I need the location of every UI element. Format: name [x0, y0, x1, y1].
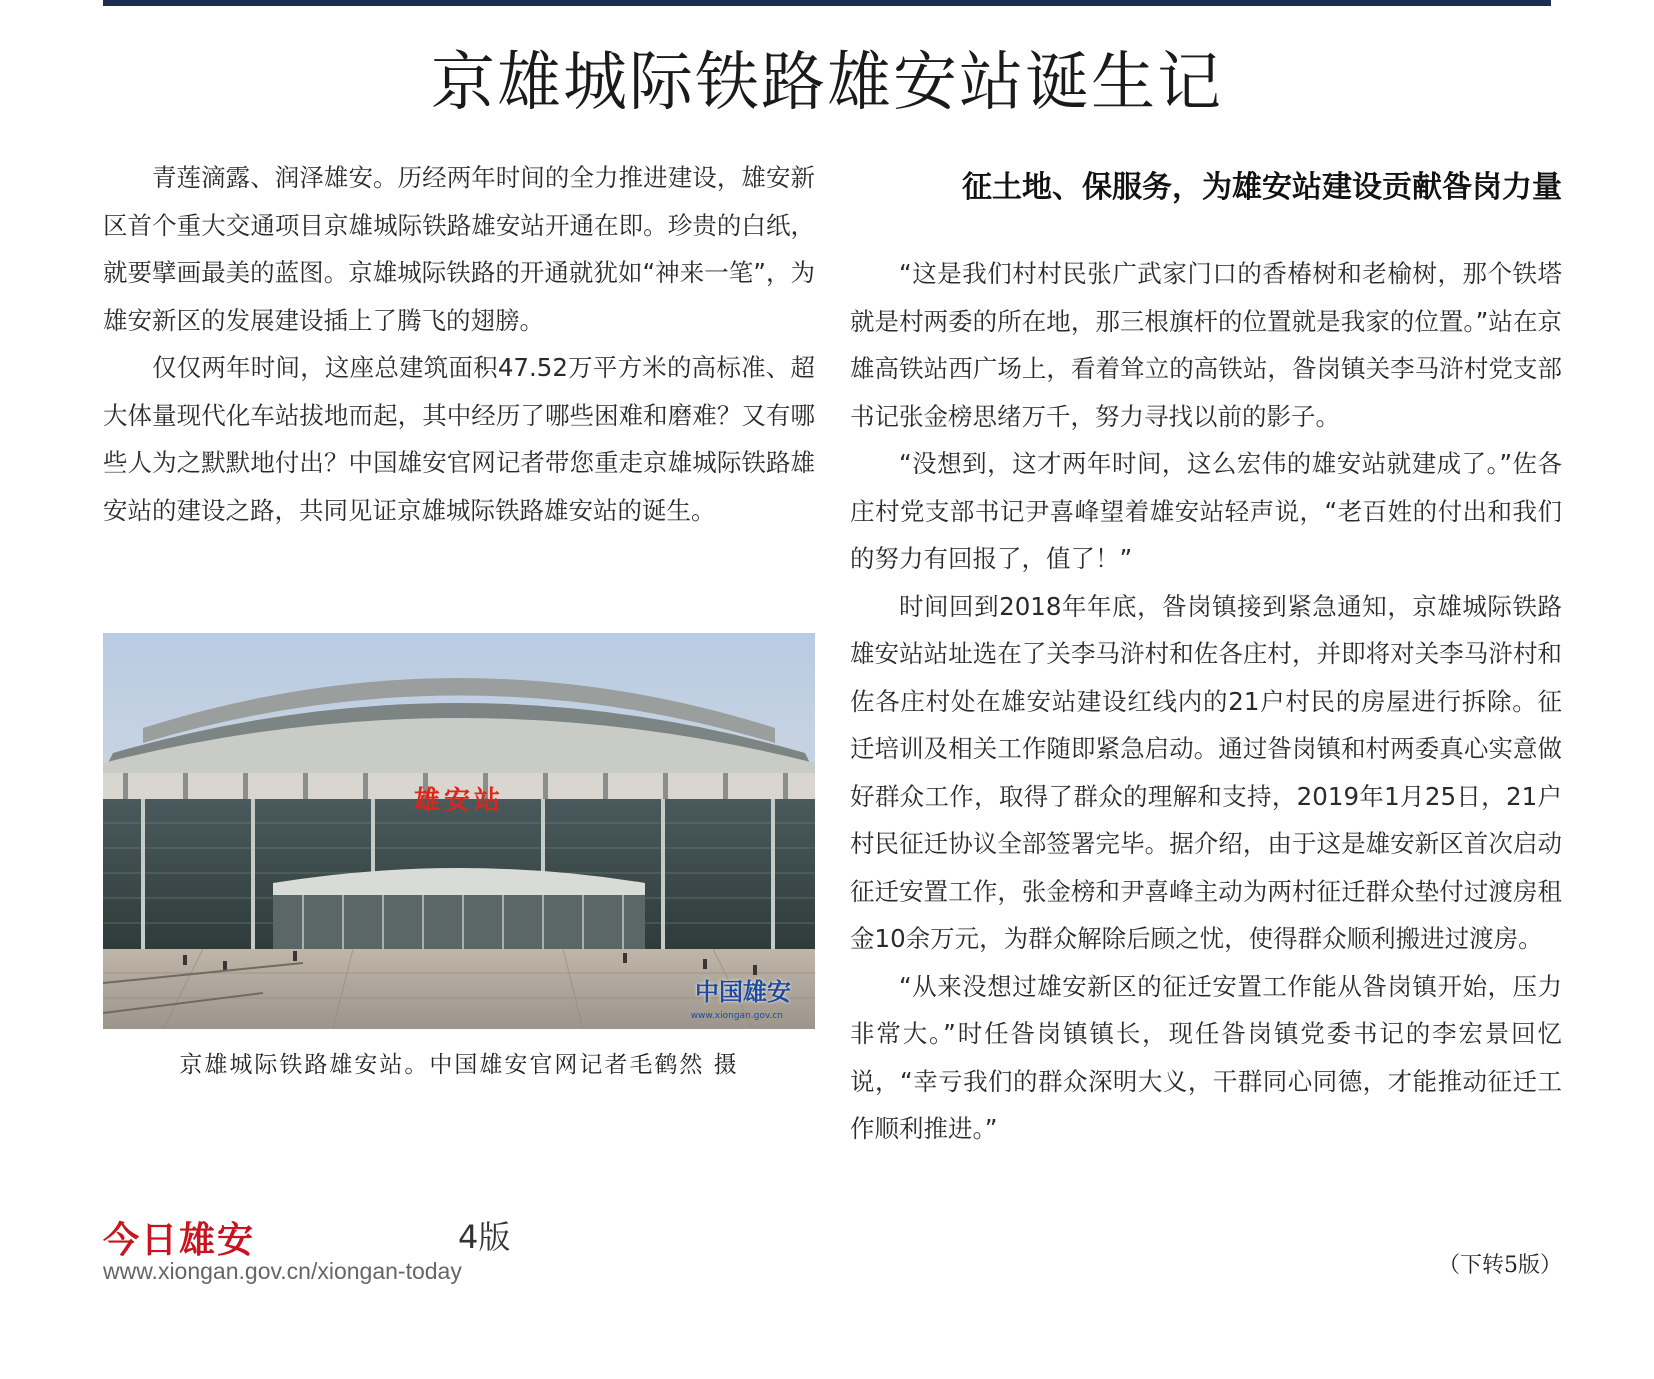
photo-watermark-url: www.xiongan.gov.cn — [690, 1011, 783, 1021]
body-paragraph-4: “从来没想过雄安新区的征迁安置工作能从昝岗镇开始，压力非常大。”时任昝岗镇镇长，现任昝岗镇党委书记的李宏景回忆说，“幸亏我们的群众深明大义，干群同心同德，才能推动征迁工作顺利推进。” — [850, 971, 1562, 1143]
right-column — [850, 250, 1562, 1153]
body-paragraph-3: 时间回到2018年年底，昝岗镇接到紧急通知，京雄城际铁路雄安站站址选在了关李马浒村和佐各庄村，并即将对关李马浒村和佐各庄村处在雄安站建设红线内的21户村民的房屋进行拆除。征迁培训及相关工作随即紧急启动。通过昝岗镇和村两委真心实意做好群众工作，取得了群众的理解和支持，2019年1月25日，21户村民征迁协议全部签署完毕。据介绍，由于这是雄安新区首次启动征迁安置工作，张金榜和尹喜峰主动为两村征迁群众垫付过渡房租金10余万元，为群众解除后顾之忧，使得群众顺利搬进过渡房。 — [850, 591, 1562, 953]
page-number: 4版 — [458, 1218, 511, 1256]
body-paragraph-1: “这是我们村村民张广武家门口的香椿树和老榆树，那个铁塔就是村两委的所在地，那三根旗杆的位置就是我家的位置。”站在京雄高铁站西广场上，看着耸立的高铁站，昝岗镇关李马浒村党支部书记张金榜思绪万千，努力寻找以前的影子。 — [850, 259, 1562, 431]
left-column — [103, 154, 815, 534]
section-heading: 征土地、保服务，为雄安站建设贡献昝岗力量 — [962, 170, 1562, 205]
site-url[interactable]: www.xiongan.gov.cn/xiongan-today — [103, 1258, 462, 1284]
intro-paragraph-2: 仅仅两年时间，这座总建筑面积47.52万平方米的高标准、超大体量现代化车站拔地而起，其中经历了哪些困难和磨难？又有哪些人为之默默地付出？中国雄安官网记者带您重走京雄城际铁路雄安站的建设之路，共同见证京雄城际铁路雄安站的诞生。 — [103, 353, 815, 525]
station-photo — [103, 633, 815, 1029]
continued-note: （下转5版） — [1438, 1253, 1562, 1278]
article-title: 京雄城际铁路雄安站诞生记 — [431, 46, 1223, 120]
station-sign: 雄安站 — [413, 786, 505, 816]
top-rule — [103, 0, 1551, 6]
intro-paragraph-1: 青莲滴露、润泽雄安。历经两年时间的全力推进建设，雄安新区首个重大交通项目京雄城际铁路雄安站开通在即。珍贵的白纸，就要擘画最美的蓝图。京雄城际铁路的开通就犹如“神来一笔”，为雄安新区的发展建设插上了腾飞的翅膀。 — [103, 163, 815, 335]
photo-watermark: 中国雄安 — [695, 977, 791, 1006]
body-paragraph-2: “没想到，这才两年时间，这么宏伟的雄安站就建成了。”佐各庄村党支部书记尹喜峰望着雄安站轻声说，“老百姓的付出和我们的努力有回报了，值了！” — [850, 449, 1562, 573]
photo-caption: 京雄城际铁路雄安站。中国雄安官网记者毛鹤然 摄 — [179, 1052, 739, 1078]
station-illustration — [103, 633, 815, 1029]
brand-logo: 今日雄安 — [103, 1219, 256, 1261]
